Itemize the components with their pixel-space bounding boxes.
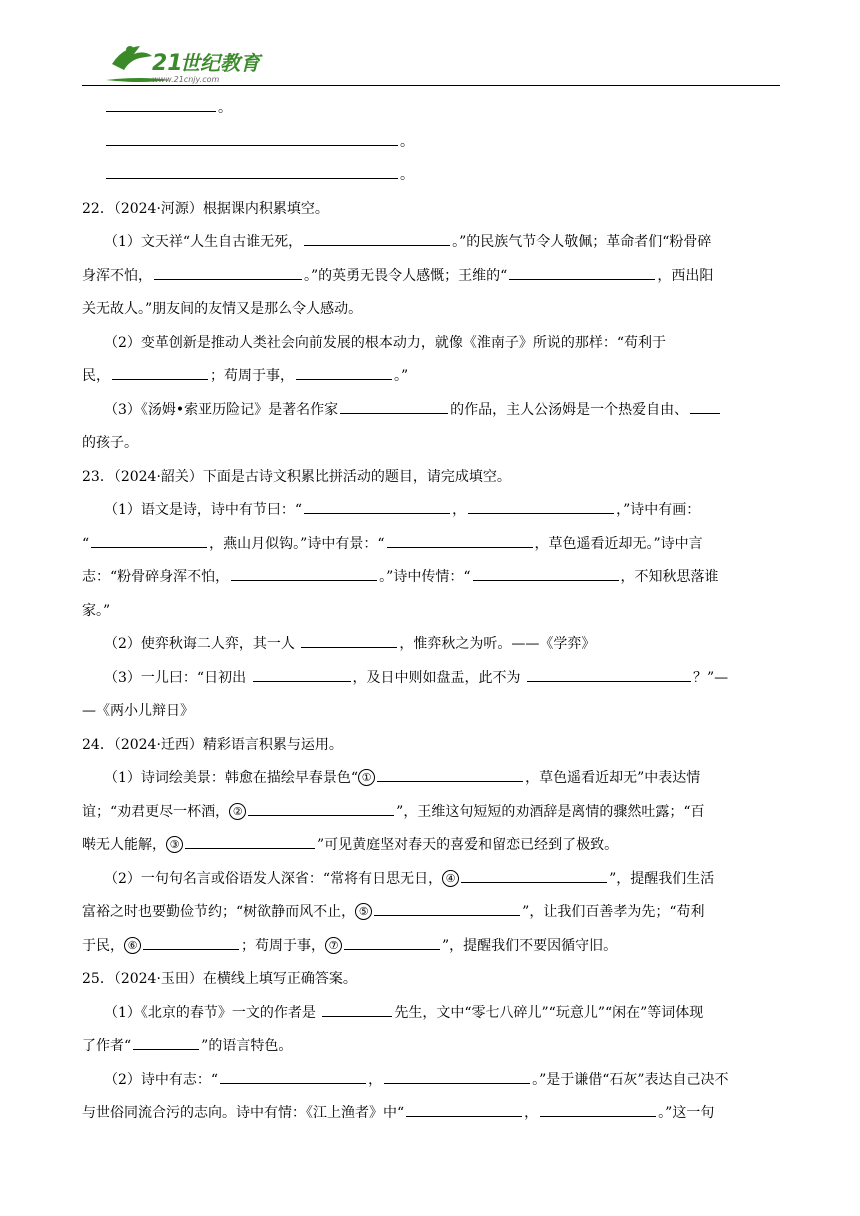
answer-line: 。	[82, 159, 780, 193]
answer-line: 。	[82, 126, 780, 160]
circled-number: ③	[166, 836, 183, 853]
circled-number: ⑥	[124, 937, 141, 954]
svg-text:21: 21	[152, 51, 183, 76]
circled-number: ①	[358, 769, 375, 786]
circled-number: ④	[442, 870, 459, 887]
svg-text:www.21cnjy.com: www.21cnjy.com	[152, 75, 220, 84]
document-body	[82, 92, 780, 1131]
q22-part3: 的孩子。	[82, 435, 138, 451]
q24-part2: 于民， ⑥ ；苟周于事， ⑦ ”，提醒我们不要因循守旧。	[82, 937, 618, 954]
q22-part1: （1）文天祥“人生自古谁无死， 。”的民族气节令人敬佩；革命者们“粉骨碎	[104, 234, 712, 250]
q23-part1: （1）语文是诗，诗中有节曰：“ ， ，”诗中有画：	[104, 502, 701, 518]
circled-number: ⑤	[355, 903, 372, 920]
q25-part1: 了作者“ ”的语言特色。	[82, 1038, 293, 1054]
q24-part2: 富裕之时也要勤俭节约；“树欲静而风不止， ⑤ ”，让我们百善孝为先；“苟利	[82, 904, 705, 920]
q25-part2: 与世俗同流合污的志向。诗中有情：《江上渔者》中“ ， 。”这一句	[82, 1105, 715, 1121]
q24-part1: （1）诗词绘美景：韩愈在描绘早春景色“ ① ，草色遥看近却无”中表达情	[104, 770, 701, 786]
header-rule	[82, 85, 780, 86]
q23-part1: “ ，燕山月似钩。”诗中有景：“ ，草色遥看近却无。”诗中言	[82, 535, 703, 552]
q24-part1: 谊；“劝君更尽一杯酒， ② ”，王维这句短短的劝酒辞是离情的骤然吐露；“百	[82, 803, 705, 820]
circled-number: ②	[229, 803, 246, 820]
circled-number: ⑦	[325, 937, 342, 954]
logo-21cnjy	[100, 36, 270, 88]
question-24-title: 24．（2024·迁西）精彩语言积累与运用。	[82, 736, 343, 753]
q22-part1: 身浑不怕， 。”的英勇无畏令人感慨；王维的“ ，西出阳	[82, 267, 714, 284]
question-23-title: 23．（2024·韶关）下面是古诗文积累比拼活动的题目，请完成填空。	[82, 468, 511, 485]
q22-part3: （3）《汤姆•索亚历险记》是著名作家 的作品，主人公汤姆是一个热爱自由、	[82, 394, 780, 428]
q22-part2: 民， ；苟周于事， 。”	[82, 368, 409, 384]
q23-part1: 家。”	[82, 602, 111, 619]
svg-text:世纪教育: 世纪教育	[180, 51, 260, 75]
q23-part3: —《两小儿辩日》	[82, 703, 194, 719]
q25-part2: （2）诗中有志：“ ， 。”是于谦借“石灰”表达自己决不	[104, 1071, 729, 1088]
q24-part2: （2）一句句名言或俗语发人深省：“常将有日思无日， ④ ”，提醒我们生活	[104, 870, 715, 887]
question-25-title: 25．（2024·玉田）在横线上填写正确答案。	[82, 971, 357, 987]
answer-line: 。	[82, 92, 780, 126]
q24-part1: 啭无人能解， ③ ”可见黄庭坚对春天的喜爱和留恋已经到了极致。	[82, 837, 619, 853]
q23-part1: 志：“粉骨碎身浑不怕， 。”诗中传情：“ ，不知秋思落谁	[82, 569, 719, 585]
q25-part1: （1）《北京的春节》一文的作者是 先生，文中“零七八碎儿”“玩意儿”“闲在”等词体现	[104, 1004, 704, 1021]
q22-part2: （2）变革创新是推动人类社会向前发展的根本动力，就像《淮南子》所说的那样：“苟利于	[104, 334, 667, 351]
page-header	[100, 36, 780, 88]
q23-part2: （2）使弈秋诲二人弈，其一人 ，惟弈秋之为听。——《学弈》	[104, 636, 596, 652]
q22-part1: 关无故人。”朋友间的友情又是那么令人感动。	[82, 301, 363, 317]
q23-part3: （3）一儿曰：“日初出 ，及日中则如盘盂，此不为 ？”—	[104, 669, 729, 686]
question-22-title: 22．（2024·河源）根据课内积累填空。	[82, 200, 329, 217]
